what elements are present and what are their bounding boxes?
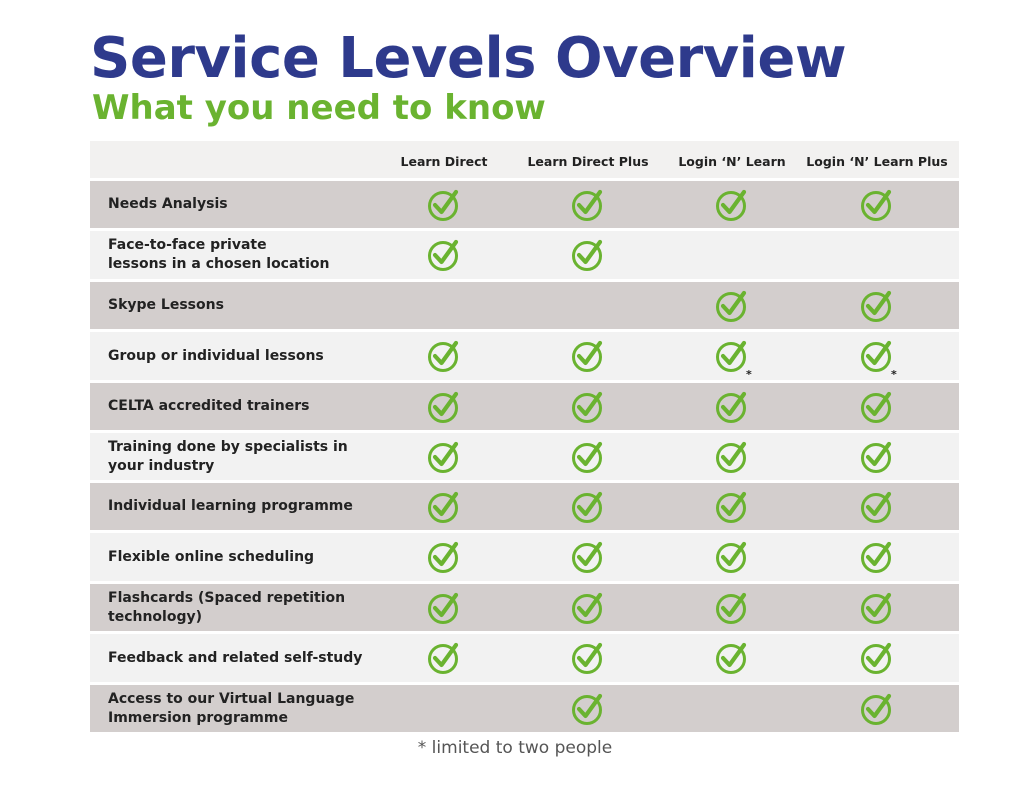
- check-circle-icon: [427, 540, 461, 574]
- column-header-learn-direct-plus: Learn Direct Plus: [527, 153, 649, 169]
- check-cell: [424, 181, 464, 228]
- check-circle-icon: [860, 390, 894, 424]
- check-circle-icon: [571, 692, 605, 726]
- check-cell: [712, 332, 752, 380]
- check-cell: [568, 533, 608, 581]
- check-cell: [424, 634, 464, 682]
- check-cell: [857, 231, 897, 279]
- check-cell: [568, 383, 608, 430]
- check-cell: [857, 685, 897, 732]
- check-cell: [712, 685, 752, 732]
- check-cell: [568, 685, 608, 732]
- check-cell: [568, 282, 608, 329]
- check-cell: [424, 685, 464, 732]
- check-cell: [857, 332, 897, 380]
- check-circle-icon: [571, 188, 605, 222]
- check-cell: [568, 634, 608, 682]
- check-circle-icon: [860, 641, 894, 675]
- column-header-learn-direct: Learn Direct: [400, 153, 488, 169]
- feature-label: Flexible online scheduling: [108, 548, 315, 565]
- check-cell: [857, 584, 897, 631]
- check-circle-icon: [860, 591, 894, 625]
- check-circle-icon: [571, 238, 605, 272]
- asterisk-note: *: [891, 367, 897, 381]
- check-circle-icon: [715, 540, 749, 574]
- check-circle-icon: [715, 289, 749, 323]
- check-cell: [712, 634, 752, 682]
- check-cell: [857, 181, 897, 228]
- check-cell: [712, 181, 752, 228]
- check-circle-icon: [715, 390, 749, 424]
- table-row: [90, 483, 959, 533]
- check-cell: [424, 383, 464, 430]
- check-cell: [424, 332, 464, 380]
- asterisk-note: *: [746, 367, 752, 381]
- check-cell: [424, 282, 464, 329]
- check-cell: [424, 483, 464, 530]
- check-cell: [712, 282, 752, 329]
- table-row: [90, 685, 959, 735]
- check-circle-icon: [715, 188, 749, 222]
- check-cell: [568, 433, 608, 480]
- check-circle-icon: [860, 692, 894, 726]
- check-circle-icon: [427, 440, 461, 474]
- check-circle-icon: [715, 339, 749, 373]
- page-subtitle: What you need to know: [92, 88, 546, 128]
- table-body: [90, 181, 959, 735]
- check-circle-icon: [860, 339, 894, 373]
- table-row: [90, 282, 959, 332]
- check-circle-icon: [571, 490, 605, 524]
- check-circle-icon: [427, 339, 461, 373]
- table-row: [90, 231, 959, 282]
- check-circle-icon: [715, 641, 749, 675]
- check-cell: [712, 483, 752, 530]
- check-cell: [424, 533, 464, 581]
- table-row: [90, 181, 959, 231]
- check-cell: [712, 533, 752, 581]
- feature-label: Skype Lessons: [108, 297, 224, 313]
- check-circle-icon: [427, 591, 461, 625]
- page-title: Service Levels Overview: [90, 26, 847, 91]
- check-cell: [857, 483, 897, 530]
- feature-label: Feedback and related self-study: [108, 649, 363, 666]
- column-header-login-n-learn: Login ‘N’ Learn: [678, 153, 786, 169]
- check-cell: [568, 483, 608, 530]
- check-cell: [568, 584, 608, 631]
- check-circle-icon: [571, 591, 605, 625]
- check-circle-icon: [427, 390, 461, 424]
- feature-label: Group or individual lessons: [108, 347, 324, 364]
- check-circle-icon: [571, 440, 605, 474]
- table-row: [90, 433, 959, 483]
- feature-label: Access to our Virtual Language Immersion programme: [108, 690, 355, 726]
- check-cell: [712, 584, 752, 631]
- table-row: [90, 634, 959, 685]
- check-circle-icon: [860, 490, 894, 524]
- service-levels-table: [90, 141, 959, 735]
- check-circle-icon: [860, 440, 894, 474]
- check-cell: [712, 383, 752, 430]
- check-circle-icon: [427, 641, 461, 675]
- check-circle-icon: [715, 591, 749, 625]
- table-header-row: [90, 141, 959, 181]
- check-circle-icon: [571, 641, 605, 675]
- footnote: * limited to two people: [417, 738, 613, 758]
- check-cell: [857, 433, 897, 480]
- check-cell: [424, 231, 464, 279]
- check-circle-icon: [427, 490, 461, 524]
- check-cell: [568, 332, 608, 380]
- column-header-login-n-learn-plus: Login ‘N’ Learn Plus: [806, 153, 948, 169]
- check-cell: [857, 282, 897, 329]
- table-row: [90, 584, 959, 634]
- feature-label: Individual learning programme: [108, 498, 353, 514]
- feature-label: Needs Analysis: [108, 196, 228, 212]
- table-row: [90, 533, 959, 584]
- check-cell: [424, 433, 464, 480]
- feature-label: Flashcards (Spaced repetition technology): [108, 589, 346, 625]
- table-row: [90, 383, 959, 433]
- feature-label: Training done by specialists in your industry: [108, 438, 348, 474]
- check-cell: [712, 433, 752, 480]
- check-circle-icon: [715, 490, 749, 524]
- check-cell: [568, 181, 608, 228]
- check-cell: [712, 231, 752, 279]
- feature-label: CELTA accredited trainers: [108, 398, 310, 414]
- table-row: [90, 332, 959, 383]
- check-circle-icon: [571, 339, 605, 373]
- check-cell: [857, 383, 897, 430]
- check-cell: [857, 533, 897, 581]
- feature-label: Face-to-face private lessons in a chosen location: [108, 237, 330, 272]
- check-circle-icon: [860, 540, 894, 574]
- check-circle-icon: [715, 440, 749, 474]
- check-cell: [424, 584, 464, 631]
- check-circle-icon: [427, 188, 461, 222]
- check-circle-icon: [860, 289, 894, 323]
- check-circle-icon: [860, 188, 894, 222]
- check-circle-icon: [571, 540, 605, 574]
- check-circle-icon: [427, 238, 461, 272]
- check-circle-icon: [571, 390, 605, 424]
- check-cell: [568, 231, 608, 279]
- check-cell: [857, 634, 897, 682]
